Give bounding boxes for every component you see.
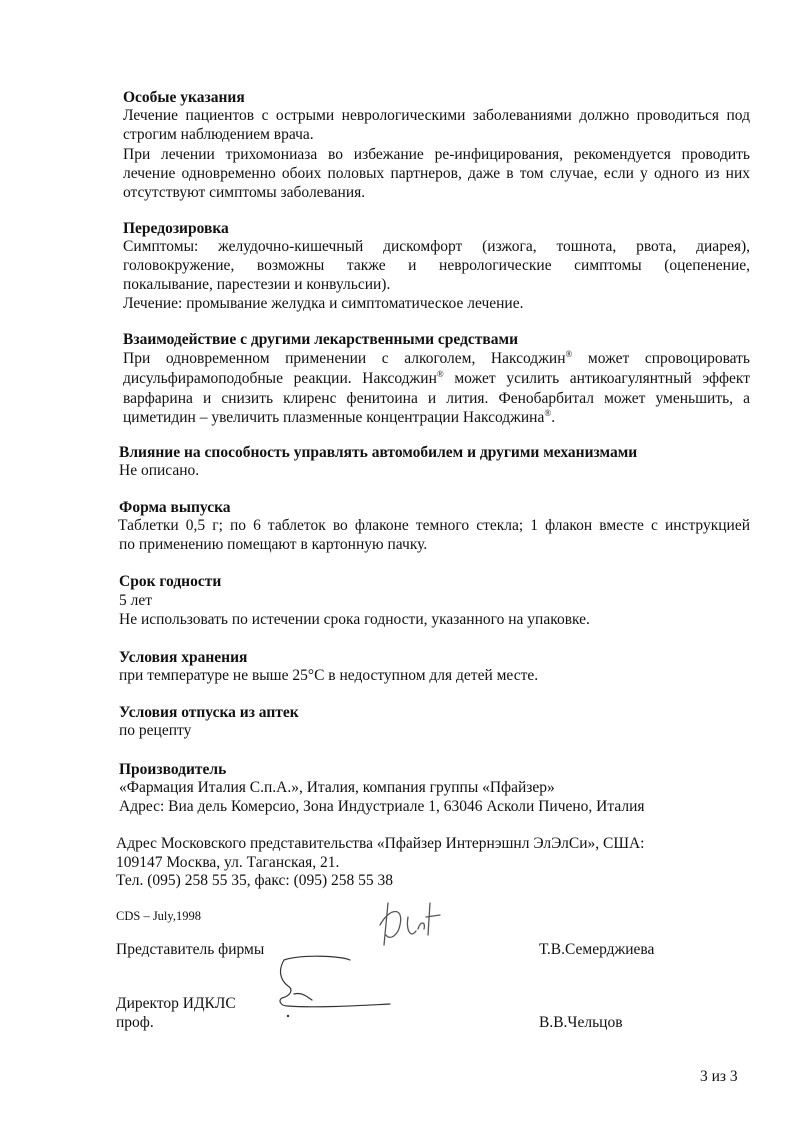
special-p2-line3: отсутствуют симптомы заболевания. xyxy=(123,184,366,201)
interaction-line2: дисульфирамоподобные реакции. Наксоджин® может усилить антикоагулянтный эффект xyxy=(123,369,750,387)
shelf-life-line2: Не использовать по истечении срока годности, указанного на упаковке. xyxy=(119,611,590,628)
form-heading: Форма выпуска xyxy=(119,499,231,516)
representative-label: Представитель фирмы xyxy=(116,941,265,958)
representative-name: Т.В.Семерджиева xyxy=(539,941,655,958)
special-p1-line1: Лечение пациентов с острыми неврологическими заболеваниями должно проводиться под xyxy=(123,107,750,124)
page-number: 3 из 3 xyxy=(700,1068,738,1085)
special-instructions-heading: Особые указания xyxy=(123,89,245,106)
overdose-line4: Лечение: промывание желудка и симптоматическое лечение. xyxy=(123,295,524,312)
shelf-life-line1: 5 лет xyxy=(119,592,153,609)
cds-date: CDS – July,1998 xyxy=(116,909,201,923)
overdose-heading: Передозировка xyxy=(123,220,229,237)
overdose-line2: головокружение, возможны также и неврологические симптомы (оцепенение, xyxy=(123,257,750,274)
form-line1: Таблетки 0,5 г; по 6 таблеток во флаконе темного стекла; 1 флакон вместе с инструкцией xyxy=(118,517,750,534)
overdose-line1: Симптомы: желудочно-кишечный дискомфорт (изжога, тошнота, рвота, диарея), xyxy=(123,238,750,255)
shelf-life-heading: Срок годности xyxy=(119,573,222,590)
dispensing-line1: по рецепту xyxy=(119,722,192,739)
office-line1: Адрес Московского представительства «Пфайзер Интернэшнл ЭлЭлСи», США: xyxy=(116,835,645,852)
office-line3: Тел. (095) 258 55 35, факс: (095) 258 55 38 xyxy=(116,872,394,889)
interaction-heading: Взаимодействие с другими лекарственными средствами xyxy=(123,331,519,348)
overdose-line3: покалывание, парестезии и конвульсии). xyxy=(123,276,391,293)
office-line2: 109147 Москва, ул. Таганская, 21. xyxy=(116,854,340,871)
handwritten-initials xyxy=(360,895,470,955)
director-label: Директор ИДКЛС xyxy=(116,995,236,1012)
manufacturer-heading: Производитель xyxy=(119,761,227,778)
special-p2-line2: лечение одновременно обоих половых партнеров, даже в том случае, если у одного из них xyxy=(123,165,750,182)
storage-line1: при температуре не выше 25°С в недоступном для детей месте. xyxy=(119,667,539,684)
handwritten-signature xyxy=(272,950,402,1020)
special-p1-line2: строгим наблюдением врача. xyxy=(123,126,314,143)
interaction-line4: циметидин – увеличить плазменные концентрации Наксоджина®. xyxy=(123,408,556,426)
driving-heading: Влияние на способность управлять автомобилем и другими механизмами xyxy=(119,444,638,461)
interaction-line3: варфарина и снизить клиренс фенитоина и лития. Фенобарбитал может уменьшить, а xyxy=(123,390,750,407)
director-name: В.В.Чельцов xyxy=(539,1014,623,1031)
driving-line1: Не описано. xyxy=(119,462,200,479)
manufacturer-line1: «Фармация Италия С.п.А.», Италия, компания группы «Пфайзер» xyxy=(119,779,555,796)
interaction-line1: При одновременном применении с алкоголем, Наксоджин® может спровоцировать xyxy=(123,349,751,367)
dispensing-heading: Условия отпуска из аптек xyxy=(119,704,299,721)
special-p2-line1: При лечении трихомониаза во избежание ре-инфицирования, рекомендуется проводить xyxy=(123,146,750,163)
form-line2: по применению помещают в картонную пачку. xyxy=(119,536,428,553)
manufacturer-address: Адрес: Виа дель Комерсио, Зона Индустриале 1, 63046 Асколи Пичено, Италия xyxy=(119,798,645,815)
director-title: проф. xyxy=(116,1014,154,1031)
storage-heading: Условия хранения xyxy=(119,649,248,666)
